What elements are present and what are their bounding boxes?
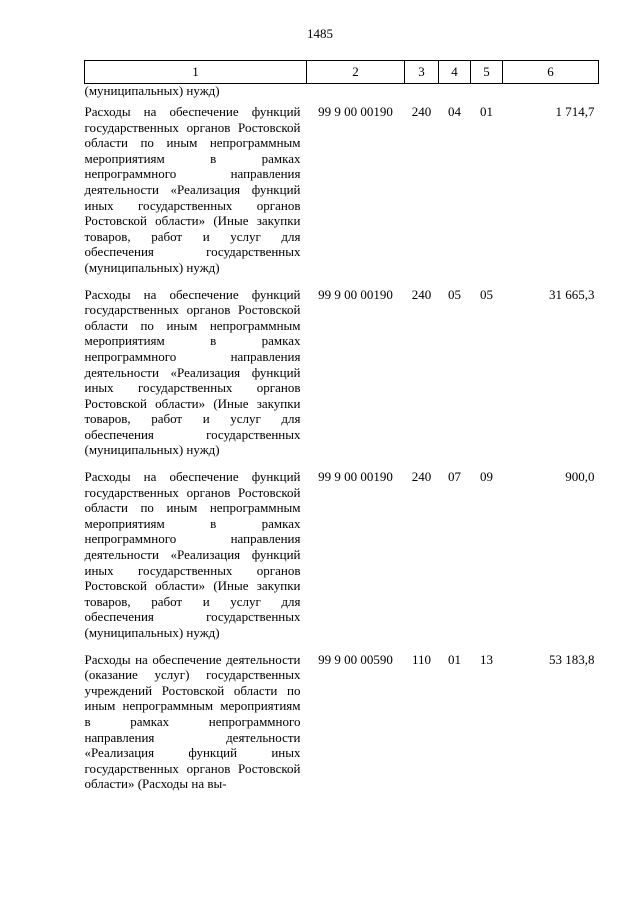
row-description: Расходы на обеспечение функций государственных органов Ростовской области по иным непрограммным мероприятиям в рамках непрограммного направления деятельности «Реализация функций иных государственных органов Ростовской области» (Иные закупки товаров, работ и услуг для обеспечения государственных (муниципальных) нужд) [84,469,301,640]
row-section: 01 [448,651,461,667]
column-header-6: 6 [503,61,599,84]
table-header-row [85,61,599,84]
row-expense-type: 240 [411,286,432,302]
row-expense-type: 240 [411,469,432,485]
row-target-code: 99 9 00 00190 [318,286,393,302]
row-section: 04 [448,104,461,119]
row-description: Расходы на обеспечение функций государственных органов Ростовской области по иным непрограммным мероприятиям в рамках непрограммного направления деятельности «Реализация функций иных государственных органов Ростовской области» (Иные закупки товаров, работ и услуг для обеспечения государственных (муниципальных) нужд) [84,286,301,458]
row-amount: 53 183,8 [549,651,595,667]
column-header-1: 1 [85,61,307,84]
table-row [85,650,599,801]
row-section: 05 [448,286,461,302]
row-description: Расходы на обеспечение функций государственных органов Ростовской области по иным непрограммным мероприятиям в рамках непрограммного направления деятельности «Реализация функций иных государственных органов Ростовской области» (Иные закупки товаров, работ и услуг для обеспечения государственных (муниципальных) нужд) [84,104,301,275]
row-subsection: 01 [480,104,493,119]
column-header-4: 4 [439,61,471,84]
row-subsection: 05 [480,286,493,302]
row-amount: 1 714,7 [555,104,595,119]
row-description: Расходы на обеспечение деятельности (оказание услуг) государственных учреждений Ростовской области по иным непрограммным мероприятиям в рамках непрограммного направления деятельности «Реализация функций иных государственных органов Ростовской области» (Расходы на вы- [84,651,301,792]
table-row [85,285,599,468]
column-header-2: 2 [307,61,405,84]
table-row [85,467,599,650]
row-expense-type: 110 [411,651,432,667]
budget-table [84,60,599,801]
row-subsection: 13 [480,651,493,667]
column-header-5: 5 [471,61,503,84]
table-row [85,102,599,285]
row-target-code: 99 9 00 00190 [318,104,393,119]
column-header-3: 3 [405,61,439,84]
row-amount: 900,0 [565,469,595,485]
row-subsection: 09 [480,469,493,485]
row-target-code: 99 9 00 00590 [318,651,393,667]
row-target-code: 99 9 00 00190 [318,469,393,485]
continuation-text: (муниципальных) нужд) [84,83,220,98]
row-section: 07 [448,469,461,485]
continuation-row [85,84,599,103]
row-expense-type: 240 [411,104,432,119]
page-number: 1485 [307,26,333,41]
row-amount: 31 665,3 [549,286,595,302]
